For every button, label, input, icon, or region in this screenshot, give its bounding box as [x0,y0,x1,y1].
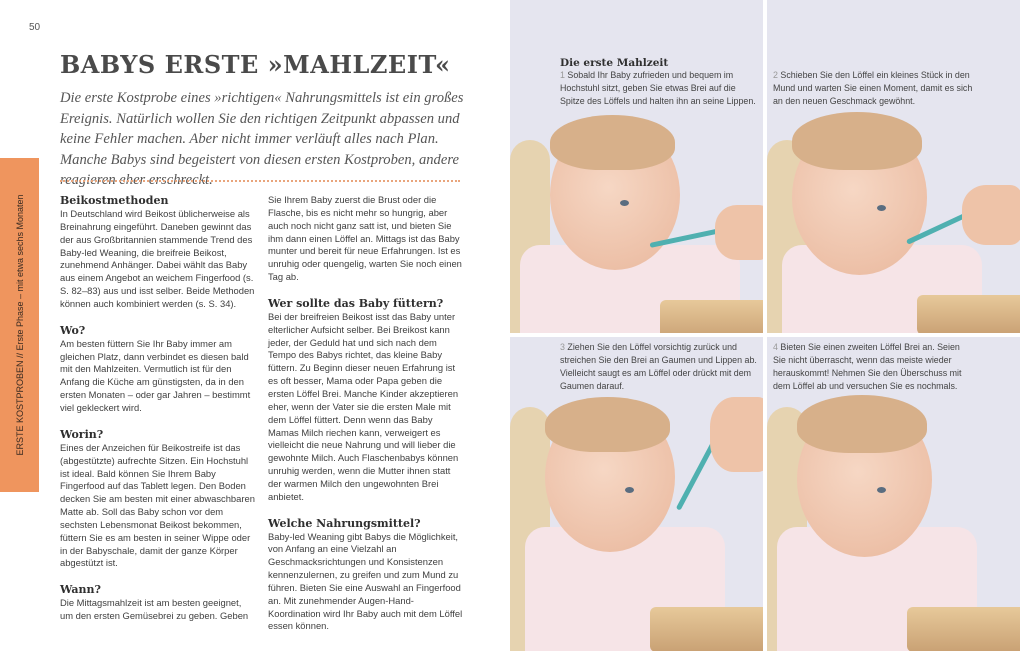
baby-hair [545,397,670,452]
baby-eye [877,487,886,493]
tray [917,295,1020,333]
page-title: BABYS ERSTE »MAHLZEIT« [60,50,451,79]
section-heading: Welche Nahrungsmittel? [268,516,421,530]
photo-step-4 [767,337,1020,651]
section-heading: Wo? [60,323,86,337]
baby-eye [625,487,634,493]
intro-text: Die erste Kostprobe eines »richtigen« Nahrungsmittels ist ein großes Ereignis. Natürlich wollen Sie den richtigen Zeitpunkt abpassen und keine Fehler machen. Aber nicht immer verläuft alles nach Plan. Manche Babys sind begeistert von diesen ersten Kostproben, andere reagieren eher erschreckt. [60,90,464,188]
baby-eye [620,200,629,206]
section-heading: Wann? [60,583,101,597]
section-text: Baby-led Weaning gibt Babys die Möglichkeit, von Anfang an eine Vielzahl an Geschmacksrichtungen und Konsistenzen kennenzulernen, zu greifen und zum Mund zu führen. Bieten Sie eine Auswahl an Fingerfood an. Mit zunehmender Augen-Hand-Koordination wird Ihr Baby auch mit dem Löffel essen können. [268,530,463,632]
tray [660,300,763,333]
photo-step-1 [510,0,763,333]
hand [962,185,1020,245]
photo-series-title: Die erste Mahlzeit [560,57,669,69]
section-text: Die Mittagsmahlzeit ist am besten geeignet, um den ersten Gemüsebrei zu geben. Geben [60,597,249,622]
chapter-side-tab [0,158,39,492]
chapter-label: ERSTE KOSTPROBEN // Erste Phase – mit etwa sechs Monaten [14,194,25,456]
section-text: In Deutschland wird Beikost üblicherweise als Breinahrung eingeführt. Daneben gewinnt das der aus Großbritannien stammende Trend des Baby-led Weaning, die breifreie Beikost, zunehmend Anhänger. Dabei wählt das Baby aus einem Angebot an weichem Fingerfood (s. S. 82–83) aus und isst selber. Beide Methoden können auch kombiniert werden (s. S. 34). [60,208,255,309]
photo-step-2 [767,0,1020,333]
step-caption: 4 Bieten Sie einen zweiten Löffel Brei an. Seien Sie nicht überrascht, wenn das meiste wieder herauskommt! Nehmen Sie den Überschuss mit dem Löffel ab und versuchen Sie es nochmals. [773,342,962,391]
tray [907,607,1020,651]
step-caption: 3 Ziehen Sie den Löffel vorsichtig zurück und streichen Sie den Brei an Gaumen und Lippen ab. Vielleicht saugt es am Löffel oder drückt mit dem Gaumen darauf. [560,342,757,391]
step-caption: 1 Sobald Ihr Baby zufrieden und bequem im Hochstuhl sitzt, geben Sie etwas Brei auf die Spitze des Löffels und halten ihn an seine Lippen. [560,70,756,106]
dotted-divider [60,180,460,182]
hand [715,205,763,260]
step-caption: 2 Schieben Sie den Löffel ein kleines Stück in den Mund und warten Sie einen Moment, damit es sich an den neuen Geschmack gewöhnt. [773,70,973,106]
baby-hair [797,395,927,453]
text-column-1 [60,194,255,623]
tray [650,607,763,651]
text-column-2 [268,194,463,633]
baby-eye [877,205,886,211]
section-heading: Beikostmethoden [60,194,169,207]
baby-hair [550,115,675,170]
section-text: Bei der breifreien Beikost isst das Baby unter elterlicher Aufsicht selber. Bei Breikost kann jeder, der Geduld hat und sich nach dem Tempo des Babys richtet, das kleine Baby füttern. Zu Beginn dieser neuen Erfahrung ist es oft besser, Mama oder Papa geben die ersten Löffel Brei. Manche Kinder akzeptieren eher, wenn der Vater sie die ersten Male mit dem Löffel füttert. Denn wenn das Baby Mamas Milch riechen kann, verweigert es vielleicht die neue Nahrung und will lieber die gewohnte Milch. Auch Flaschenbabys können unruhig werden, wenn die Mutter ihnen statt der warmen Milch den ungewohnten Brei anbietet. [268,310,459,502]
section-text: Eines der Anzeichen für Beikostreife ist das (abgestützte) aufrechte Sitzen. Ein Hochstuhl ist ideal. Bald können Sie Ihrem Baby Fingerfood auf das Tablett legen. Den Boden decken Sie am besten mit einer abwaschbaren Matte ab. Soll das Baby schon vor dem sechsten Lebensmonat Beikost bekommen, füttern Sie es am besten in seiner Wippe oder in der Babyschale, damit der ganze Körper abgestützt ist. [60,441,255,569]
section-heading: Worin? [60,427,104,441]
section-heading: Wer sollte das Baby füttern? [268,296,444,310]
page-number: 50 [29,22,41,33]
photo-step-3 [510,337,763,651]
baby-hair [792,112,922,170]
hand [710,397,763,472]
section-text: Sie Ihrem Baby zuerst die Brust oder die Flasche, bis es nicht mehr so hungrig, aber auch noch nicht ganz satt ist, und bieten Sie ihm dann einen Löffel an. Mittags ist das Baby munter und bereit für neue Erfahrungen. Ist es unruhig oder quengelig, warten Sie noch einen Tag ab. [268,194,462,283]
section-text: Am besten füttern Sie Ihr Baby immer am gleichen Platz, dann verbindet es diesen bald mit den Mahlzeiten. Vermutlich ist für den Anfang die Küche am günstigsten, da in den ersten Monaten – oder gar Jahren – bestimmt viel gekleckert wird. [60,337,251,413]
